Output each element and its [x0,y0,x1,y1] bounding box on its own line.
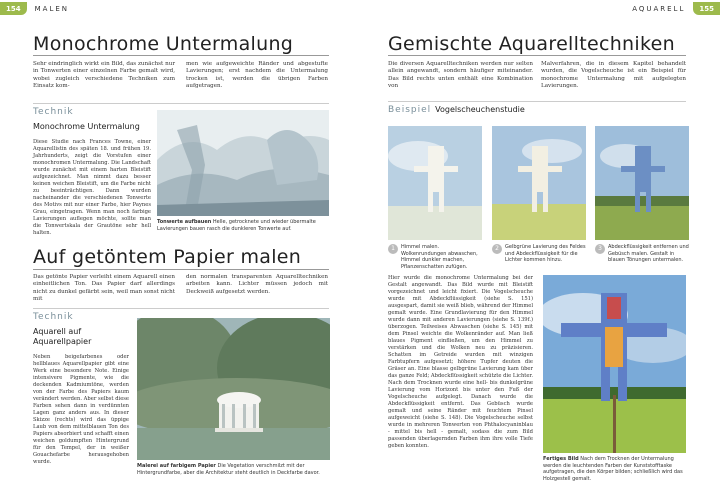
mixed-body: Hier wurde die monochrome Untermalung bei der Gestalt angewandt. Das Bild wurde mit Bleistift vorgezeichnet und leicht fixiert. Die Vogelscheuche wurde mit Abdeckflüssigkeit (siehe S. 151) ausgespart, damit sie weiß blieb, während der Himmel gemalt wurde. Eine Grundlavierung für den Himmel wurde dann mit anderen Lavierungen (siehe S. 139f.) überzogen. Teilweises Abwaschen (siehe S. 145) mit dem Pinsel weichte die Wolkenränder auf. Man ließ blaues Pigment einfließen, um den Himmel zu verstärken und die Wolken neu zu präzisieren. Schatten im Getreide wurden mit winzigen Farbtupfern aufgesetzt; höhere Tupfer deuten die Gräser an. Eine blasse gelbgrüne Lavierung kam über das ganze Feld; Abdeckflüssigkeit schützte die Lichter. Nach dem Trocknen wurde eine hell- bis dunkelgrüne Lavierung vom Horizont bis unter den Fuß der Vogelscheuche aufgelegt. Danach wurde die Abdeckflüssigkeit entfernt. Das Gebüsch wurde gemalt und seine Ränder mit feuchtem Pinsel aufgeweicht (siehe S. 148). Die Vogelscheuche selbst wurde in mehreren Tonwerten von Phthalocyaninblau - mittel bis hell - gemalt, sodass die zum Bild passenden überlagernden Farben ihm ihre volle Tiefe geben konnten. [388,275,533,449]
scarecrow-caption-bold: Fertiges Bild [543,456,579,462]
step-2-text: Gelbgrüne Lavierung des Feldes und Abdeckflüssigkeit für die Lichter kommen hinzu. [505,244,586,263]
right-page-number: 155 [693,2,720,15]
mono-caption-bold: Tonwerte aufbauen [157,219,212,225]
mixed-intro-right: Malverfahren, die in diesem Kapitel behandelt wurden, die Vogelscheuche ist ein Beispiel für monochrome Untermalung mit aufgelegten Lavierungen. [541,61,686,89]
step-1-text: Himmel malen. Wolkenrundungen abwaschen, Himmel dunkler machen, Pflanzenschatten zufügen. [401,244,478,270]
step-3-caption [595,244,689,264]
mixed-rule [388,55,686,56]
tinted-title: Auf getöntem Papier malen [33,246,302,268]
left-page-number: 154 [0,2,27,15]
mono-caption [157,219,329,232]
example-heading [388,105,525,115]
mono-tech-text: Diese Studie nach Frances Towne, einer Aquarellistin des späten 18. und frühen 19. Jahrhunderts, zeigt die Vorstufen einer monochromen Untermalung. Die Landschaft wurde zunächst mit einem harten Bleistift aufgezeichnet. Man nimmt dazu besser keinen weichen Bleistift, um die Farbe nicht zu beeinträchtigen. Dann wurden nacheinander die verschiedenen Tonwerte des Motivs mit nur einer Farbe, hier Paynes Grau, eingetragen. Wenn man noch farbige Lavierungen auflegen möchte, sollte man die Tonwertskala der Grautöne sehr hell halten. [33,139,151,236]
step-3-text: Abdeckflüssigkeit entfernen und Gebüsch malen. Gestalt in blauen Tönungen untermalen. [608,244,689,263]
tinted-intro-right: den normalen transparenten Aquarelltechniken arbeiten kann. Lichter müssen jedoch mit Deckweiß aufgesetzt werden. [186,274,328,295]
mono-landscape-image [157,110,329,216]
tinted-rule-2 [33,308,329,309]
scarecrow-image [543,275,686,453]
tinted-tech-title: Aquarell auf Aquarellpapier [33,327,92,346]
right-running-title: AQUARELL [632,4,686,13]
example-title: Vogelscheuchenstudie [435,105,525,114]
step-2-caption [492,244,586,264]
scarecrow-caption [543,456,686,482]
mixed-title: Gemischte Aquarelltechniken [388,33,675,55]
example-label: Beispiel [388,105,432,115]
step-2-image [492,126,586,240]
step-1-caption [388,244,482,270]
tinted-caption-bold: Malerei auf farbigem Papier [137,463,216,469]
tinted-caption [137,463,330,476]
mixed-rule-2 [388,101,686,102]
mono-rule-2 [33,103,329,104]
scarecrow-caption-text: Nach dem Trocknen der Untermalung werden die leuchtenden Farben der Kunststofftaske aufgetragen, die den Körper bilden; schließlich wird das Holzgestell gemalt. [543,456,683,482]
mixed-intro-left: Die diversen Aquarelltechniken werden nur selten allein angewandt, sondern häufiger miteinander. Das Bild rechts unten enthält eine Kombination von [388,61,533,89]
step-3-image [595,126,689,240]
tinted-rule [33,269,329,270]
mono-tech-label: Technik [33,107,74,117]
step-1-number: 1 [388,244,398,254]
temple-image [137,318,330,460]
step-2-number: 2 [492,244,502,254]
mono-caption-text: Helle, getrocknete und wieder übermalte Lavierungen bauen rasch die dunkleren Tonwerte auf. [157,219,316,232]
step-1-image [388,126,482,240]
tinted-caption-text: Die Vegetation verschmilzt mit der Hintergrundfarbe, aber die Architektur steht deutlich in Deckfarbe davor. [137,463,320,476]
tinted-tech-label: Technik [33,312,74,322]
step-3-number: 3 [595,244,605,254]
tinted-intro-left: Das getönte Papier verleiht einem Aquarell einen einheitlichen Ton. Das Papier darf allerdings nicht zu dunkel gefärbt sein, weil man sonst nicht mit [33,274,175,302]
mono-rule [33,55,329,56]
left-running-title: MALEN [34,4,70,13]
mono-intro-right: men wie aufgeweichte Ränder und abgestufte Lavierungen; erst nachdem die Untermalung trocken ist, werden die übrigen Farben aufgetragen. [186,61,328,89]
mono-intro-left: Sehr eindringlich wirkt ein Bild, das zunächst nur in Tonwerten einer einzelnen Farbe gemalt wird, wobei zugleich verschiedene Techniken zum Einsatz kom- [33,61,175,89]
mono-tech-title: Monochrome Untermalung [33,122,140,131]
mono-title: Monochrome Untermalung [33,33,294,55]
page-header [0,0,720,17]
tinted-tech-text: Neben beigefarbenes oder hellblaues Aquarellpapier gibt eine Werk eine besondere Note. Einige intensivere Pigmente, wie die deckenden Kadmiumtöne, werden von der Farbe des Papiers kaum verändert werden. Aber selbst diese Farben sehen dann in verdünnten Lagen ganz anders aus. In dieser Skizze (rechts) wird das üppige Laub von dem mittelblauen Ton des Papiers absorbiert und schafft einen weichen goldumpften Hintergrund für den Tempel, der in weißer Gouachefarbe herausgehoben wurde. [33,354,129,465]
